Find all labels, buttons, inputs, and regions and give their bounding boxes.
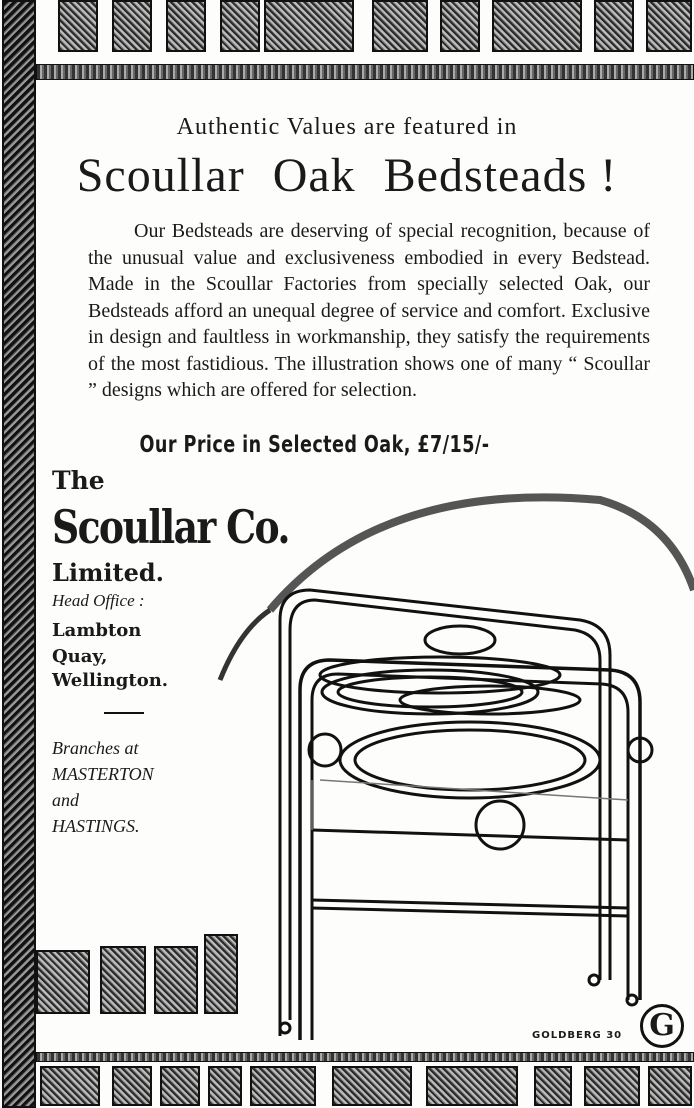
title-word: Oak [272,149,356,202]
border-block [160,1066,200,1106]
border-block [112,0,152,52]
border-block [58,0,98,52]
branches-line: Branches at [52,738,139,758]
head-office-label: Head Office : [52,591,145,610]
border-block [584,1066,640,1106]
border-strip [36,64,694,80]
company-limited: Limited. [52,558,164,587]
border-block [648,1066,692,1106]
address-line: Wellington. [52,670,169,691]
border-block [100,946,146,1014]
border-block [250,1066,316,1106]
company-name: Scoullar Co. [52,500,289,554]
panel-top [312,830,628,840]
address-line: Quay, [52,646,108,667]
border-block [154,946,198,1014]
border-block [208,1066,242,1106]
branches-line: and [52,790,79,810]
address-line: Lambton [52,620,142,641]
rear-headboard [280,590,610,1020]
border-block [372,0,428,52]
body-paragraph: Our Bedsteads are deserving of special recognition, because of the unusual value and exclusiveness embodied in every Bedstead. Made in the Scoullar Factories from specially selected Oak, our Bedsteads afford an unequal degree of service and comfort. Exclusive in design and faultless in workmanship, they satisfy the requirements of the most fastidious. The illustration shows one of many “ Scoullar ” designs which are offered for selection. [88,220,650,401]
panel-bottom-inner [312,908,628,916]
rail-ring [476,801,524,849]
border-block [264,0,354,52]
branches-line: HASTINGS. [52,816,140,836]
maker-mark: GOLDBERG 30 [532,1030,623,1041]
side-ring [309,734,341,766]
price-line: Our Price in Selected Oak, £7/15/- [139,432,490,458]
border-block [112,1066,152,1106]
g-badge: G [640,1004,684,1048]
panel-bottom [312,900,628,908]
front-oval-large [355,730,585,790]
border-block [646,0,692,52]
border-block [534,1066,572,1106]
border-block [492,0,582,52]
headline-title [0,148,694,203]
mattress-shading [312,780,628,830]
border-block [594,0,634,52]
border-block [440,0,480,52]
border-block [166,0,206,52]
backdrop-arc [220,610,270,680]
rear-oval [425,626,495,654]
bedstead-illustration [200,480,694,1040]
title-word: Bedsteads ! [383,149,618,202]
border-block [36,950,90,1014]
company-the: The [52,466,105,495]
headline-intro: Authentic Values are featured in [176,114,518,140]
border-block [332,1066,412,1106]
branches-line: MASTERTON [52,764,154,784]
front-oval-large [340,722,600,798]
border-strip [36,1052,694,1062]
castor [589,975,599,985]
divider [104,712,144,714]
border-block [220,0,260,52]
border-block [426,1066,518,1106]
body-copy [88,218,650,404]
border-block [40,1066,100,1106]
title-word: Scoullar [76,149,245,202]
castor [280,1023,290,1033]
castor [627,995,637,1005]
